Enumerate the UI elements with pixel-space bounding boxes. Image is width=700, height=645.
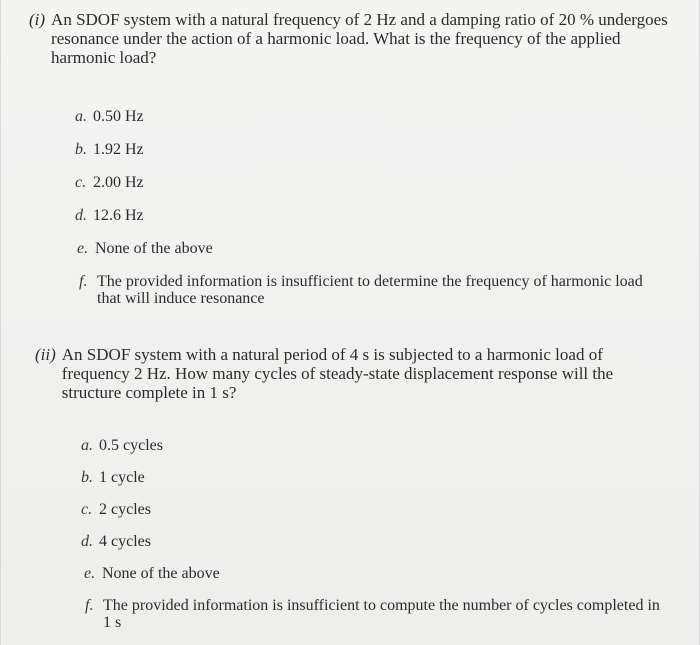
option-text: None of the above	[102, 565, 220, 582]
option-text: 4 cycles	[99, 533, 151, 550]
option-letter: a.	[75, 108, 87, 125]
option-text: The provided information is insufficient to compute the number of cycles completed in 1 s	[103, 597, 660, 631]
option-letter: d.	[75, 207, 87, 224]
option-text: 0.5 cycles	[99, 437, 163, 454]
question-2-header	[35, 345, 675, 402]
option-text: 2.00 Hz	[93, 174, 144, 191]
option-letter: e.	[77, 240, 89, 257]
option-letter: c.	[75, 174, 87, 191]
option-letter: a.	[81, 437, 93, 454]
question-2-text: An SDOF system with a natural period of 4 s is subjected to a harmonic load of frequency 2 Hz. How many cycles of steady-state displacement response will the structure complete in 1 s?	[61, 345, 614, 402]
question-1-header	[29, 10, 669, 67]
question-1-option-c[interactable]	[75, 174, 144, 191]
question-2-option-c[interactable]	[81, 501, 151, 518]
question-2-option-a[interactable]	[81, 437, 163, 454]
option-text: 12.6 Hz	[93, 207, 144, 224]
option-text: 1 cycle	[99, 469, 145, 486]
option-text: None of the above	[95, 240, 213, 257]
option-text: 1.92 Hz	[93, 141, 144, 158]
option-text: The provided information is insufficient to determine the frequency of harmonic load that will induce resonance	[97, 273, 643, 307]
question-2-option-e[interactable]	[84, 565, 220, 582]
question-2-option-f[interactable]	[85, 597, 663, 631]
option-letter: c.	[81, 501, 93, 518]
question-2	[35, 345, 675, 402]
question-2-option-d[interactable]	[81, 533, 151, 550]
option-letter: d.	[81, 533, 93, 550]
question-1-option-f[interactable]	[79, 273, 657, 307]
question-1-option-d[interactable]	[75, 207, 144, 224]
option-letter: b.	[81, 469, 93, 486]
option-text: 0.50 Hz	[93, 108, 144, 125]
question-2-number: (ii)	[35, 345, 56, 364]
question-1-text: An SDOF system with a natural frequency of 2 Hz and a damping ratio of 20 % undergoes resonance under the action of a harmonic load. What is the frequency of the applied harmonic load?	[51, 10, 668, 67]
option-text: 2 cycles	[99, 501, 151, 518]
question-2-option-b[interactable]	[81, 469, 145, 486]
question-1-option-a[interactable]	[75, 108, 144, 125]
question-1	[29, 10, 669, 67]
option-letter: b.	[75, 141, 87, 158]
option-letter: f.	[79, 273, 88, 290]
question-1-number: (i)	[29, 10, 46, 29]
option-letter: f.	[85, 597, 94, 614]
option-letter: e.	[84, 565, 96, 582]
question-1-option-e[interactable]	[77, 240, 213, 257]
question-1-option-b[interactable]	[75, 141, 144, 158]
